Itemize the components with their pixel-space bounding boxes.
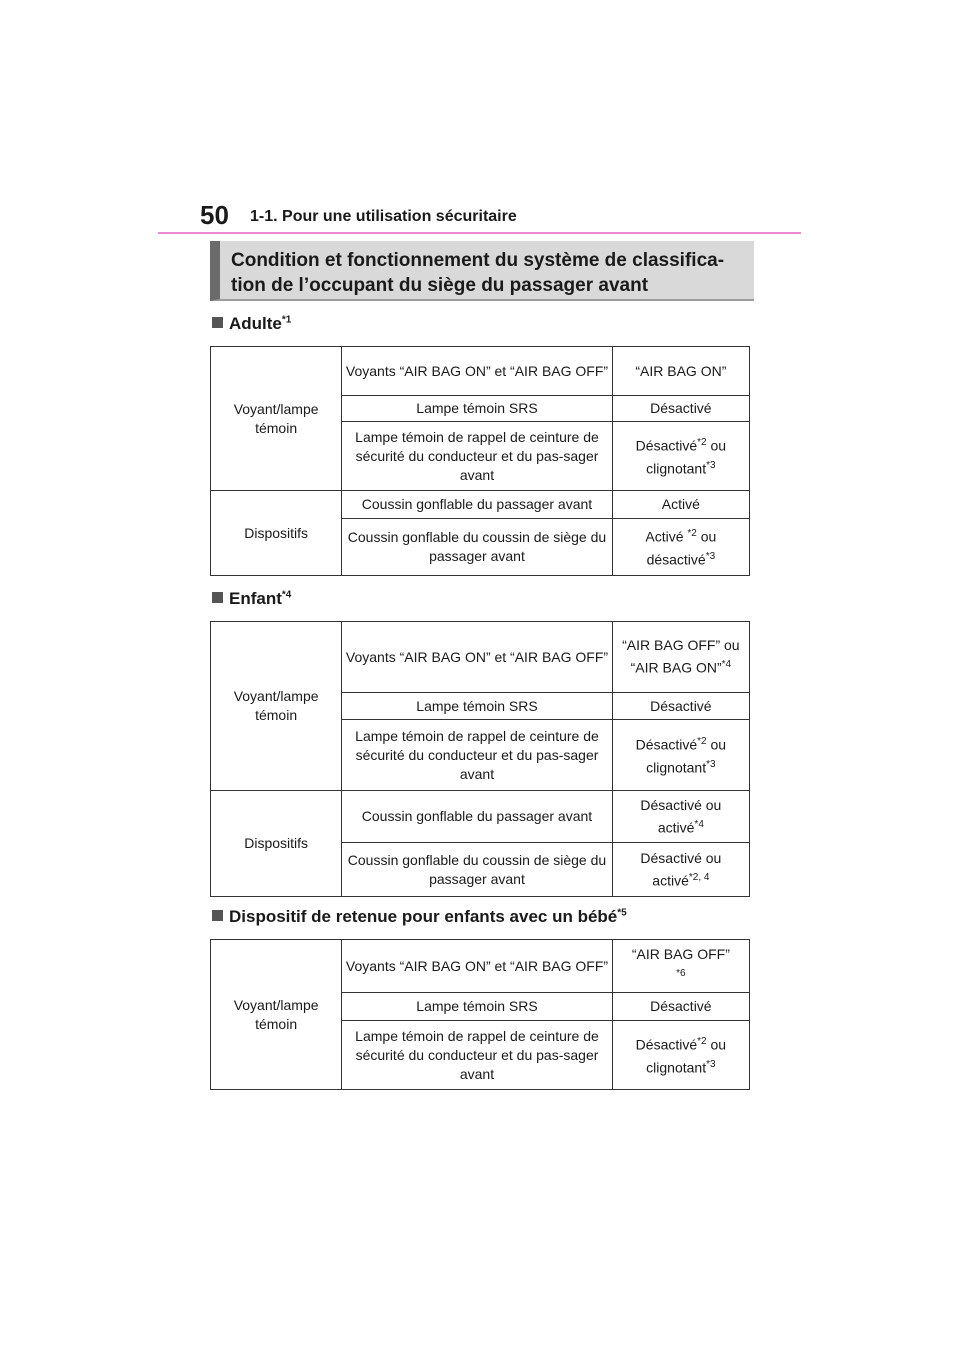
group-cell: Dispositifs bbox=[211, 791, 342, 897]
device-cell: Voyants “AIR BAG ON” et “AIR BAG OFF” bbox=[342, 940, 613, 993]
subhead-bebe: Dispositif de retenue pour enfants avec un bébé$^{*5}$ bbox=[212, 907, 627, 927]
state-cell: Désactivé ou activé$^{*4}$ bbox=[612, 791, 749, 843]
header-rule bbox=[158, 232, 801, 234]
state-cell: Désactivé ou activé$^{*2, 4}$ bbox=[612, 843, 749, 897]
table-enfant bbox=[210, 621, 750, 897]
state-cell: “AIR BAG ON” bbox=[612, 347, 749, 396]
device-cell: Voyants “AIR BAG ON” et “AIR BAG OFF” bbox=[342, 347, 613, 396]
device-cell: Lampe témoin de rappel de ceinture de sécurité du conducteur et du pas-sager avant bbox=[342, 720, 613, 791]
state-cell: Désactivé bbox=[612, 693, 749, 720]
state-cell: “AIR BAG OFF” $^{*6}$ bbox=[612, 940, 749, 993]
state-cell: Désactivé bbox=[612, 396, 749, 422]
device-cell: Lampe témoin SRS bbox=[342, 396, 613, 422]
section-header: 1-1. Pour une utilisation sécuritaire bbox=[250, 208, 517, 225]
state-cell: “AIR BAG OFF” ou “AIR BAG ON”$^{*4}$ bbox=[612, 622, 749, 693]
group-cell: Dispositifs bbox=[211, 491, 342, 576]
square-bullet-icon bbox=[212, 317, 223, 328]
square-bullet-icon bbox=[212, 910, 223, 921]
table-row bbox=[211, 622, 750, 693]
device-cell: Coussin gonflable du coussin de siège du passager avant bbox=[342, 843, 613, 897]
table-bebe bbox=[210, 939, 750, 1090]
device-cell: Lampe témoin SRS bbox=[342, 693, 613, 720]
state-cell: Activé $^{*2}$ ou désactivé$^{*3}$ bbox=[612, 519, 749, 576]
group-cell: Voyant/lampe témoin bbox=[211, 940, 342, 1090]
table-row bbox=[211, 940, 750, 993]
page-title bbox=[210, 241, 754, 301]
state-cell: Désactivé$^{*2}$ ou clignotant$^{*3}$ bbox=[612, 1021, 749, 1090]
subhead-adulte: Adulte$^{*1}$ bbox=[212, 314, 291, 334]
table-row bbox=[211, 347, 750, 396]
page-number: 50 bbox=[200, 200, 229, 230]
state-cell: Désactivé bbox=[612, 993, 749, 1021]
device-cell: Voyants “AIR BAG ON” et “AIR BAG OFF” bbox=[342, 622, 613, 693]
subhead-enfant: Enfant$^{*4}$ bbox=[212, 589, 291, 609]
table-row bbox=[211, 791, 750, 843]
device-cell: Lampe témoin de rappel de ceinture de sécurité du conducteur et du pas-sager avant bbox=[342, 422, 613, 491]
device-cell: Coussin gonflable du passager avant bbox=[342, 791, 613, 843]
state-cell: Désactivé$^{*2}$ ou clignotant$^{*3}$ bbox=[612, 720, 749, 791]
device-cell: Coussin gonflable du coussin de siège du passager avant bbox=[342, 519, 613, 576]
group-cell: Voyant/lampe témoin bbox=[211, 347, 342, 491]
page-title-line-2: tion de l’occupant du siège du passager avant bbox=[231, 275, 649, 296]
table-adulte bbox=[210, 346, 750, 576]
square-bullet-icon bbox=[212, 592, 223, 603]
group-cell: Voyant/lampe témoin bbox=[211, 622, 342, 791]
device-cell: Lampe témoin de rappel de ceinture de sécurité du conducteur et du pas-sager avant bbox=[342, 1021, 613, 1090]
state-cell: Désactivé$^{*2}$ ou clignotant$^{*3}$ bbox=[612, 422, 749, 491]
page-title-line-1: Condition et fonctionnement du système de classifica- bbox=[231, 250, 725, 271]
device-cell: Coussin gonflable du passager avant bbox=[342, 491, 613, 519]
table-row bbox=[211, 491, 750, 519]
device-cell: Lampe témoin SRS bbox=[342, 993, 613, 1021]
state-cell: Activé bbox=[612, 491, 749, 519]
